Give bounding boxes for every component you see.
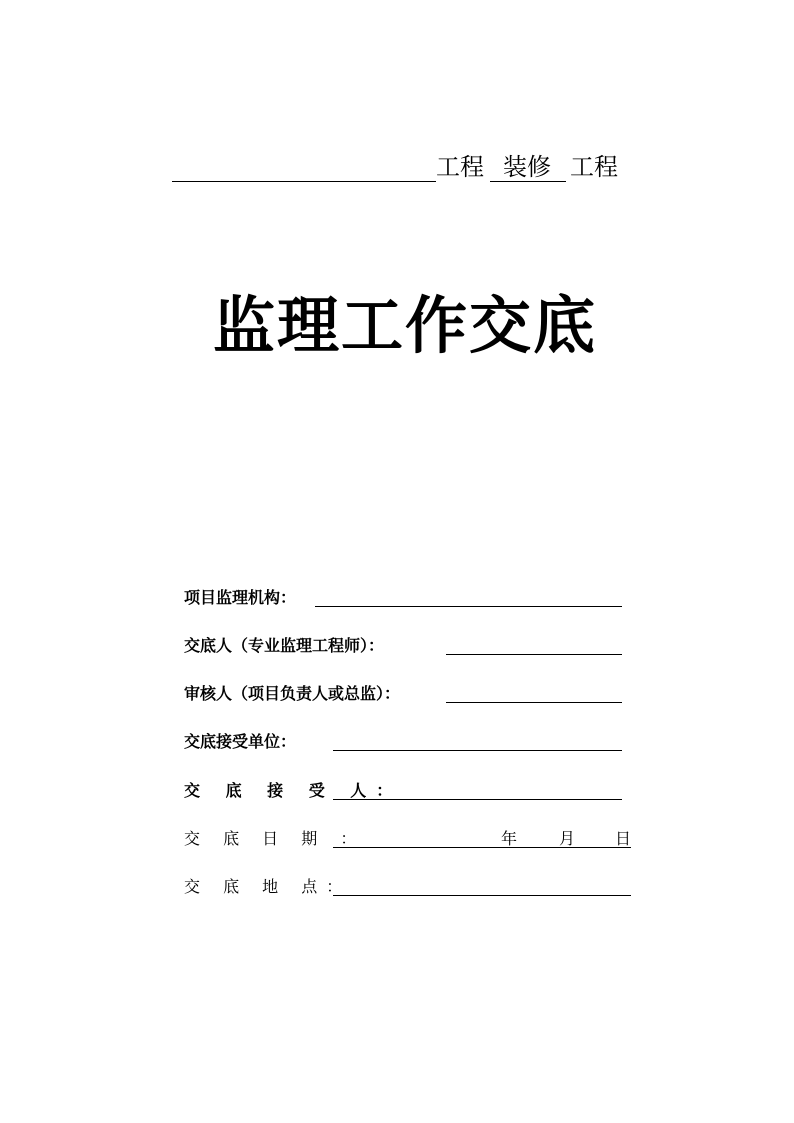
project-type-underline [490, 181, 566, 182]
field-blank-line [333, 847, 631, 848]
field-location [184, 876, 634, 902]
project-name-blank [172, 181, 436, 182]
field-reviewer [184, 683, 624, 709]
field-blank-line [315, 606, 622, 607]
date-year-unit: 年 [501, 829, 518, 848]
field-label: 交 底 日 期 ： [184, 829, 366, 848]
field-blank-line [446, 702, 622, 703]
field-receiving-unit [184, 731, 624, 757]
field-receiver [184, 780, 624, 806]
field-date [184, 828, 634, 854]
field-label: 交 底 接 受 人： [184, 781, 403, 800]
project-header [172, 150, 632, 184]
date-day-unit: 日 [615, 829, 632, 848]
field-label: 交底人（专业监理工程师）： [184, 636, 385, 655]
document-title: 监理工作交底 [212, 289, 597, 362]
field-label: 项目监理机构： [184, 588, 297, 607]
field-label: 交底接受单位： [184, 732, 297, 751]
field-label: 审核人（项目负责人或总监）： [184, 684, 401, 703]
date-month-unit: 月 [559, 829, 576, 848]
field-label: 交 底 地 点： [184, 877, 352, 896]
field-blank-line [333, 750, 622, 751]
field-blank-line [333, 895, 631, 896]
field-blank-line [333, 799, 622, 800]
field-briefer [184, 635, 624, 661]
header-suffix-1: 工程 [436, 153, 484, 181]
field-blank-line [446, 654, 622, 655]
project-type: 装修 [503, 153, 551, 181]
header-suffix-2: 工程 [570, 153, 618, 181]
field-supervision-org [184, 587, 624, 613]
